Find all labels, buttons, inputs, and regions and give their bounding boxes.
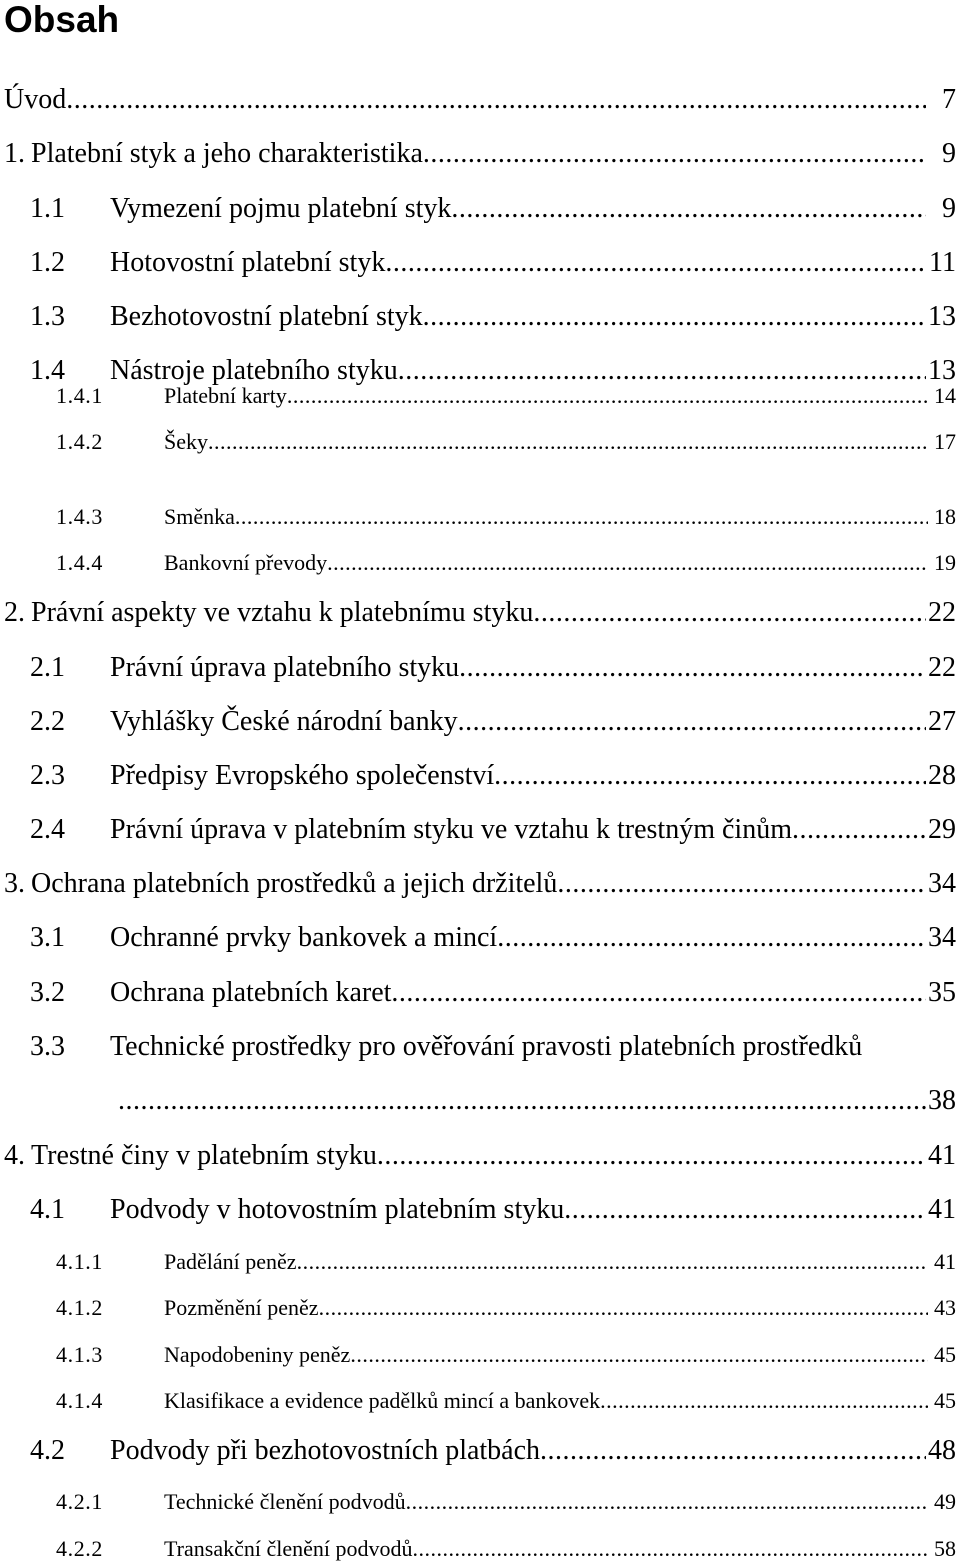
toc-entry-page: 19 [934, 550, 956, 575]
dot-leader [497, 921, 926, 955]
toc-entry-page: 49 [934, 1489, 956, 1514]
dot-leader [118, 1084, 926, 1118]
toc-entry-title: Padělání peněz [164, 1249, 297, 1274]
toc-entry-title: Ochranné prvky bankovek a mincí [110, 922, 498, 953]
dot-leader [297, 1248, 928, 1276]
toc-entry-page: 45 [934, 1388, 956, 1413]
toc-entry-number: 4. [4, 1140, 25, 1171]
toc-entry[interactable] [0, 1434, 960, 1468]
toc-entry-title: Ochrana platebních karet [110, 977, 392, 1008]
toc-entry-title: Platební styk a jeho charakteristika [31, 138, 423, 169]
toc-entry[interactable] [0, 867, 960, 901]
toc-entry-number: 1. [4, 138, 25, 169]
toc-entry-number: 4.1.4 [56, 1388, 103, 1413]
toc-entry-number: 2.1 [30, 652, 65, 683]
dot-leader [451, 192, 926, 226]
dot-leader [600, 1387, 928, 1415]
toc-entry[interactable] [0, 759, 960, 793]
toc-entry-page: 41 [928, 1140, 956, 1171]
toc-entry-number: 1.4 [30, 355, 65, 386]
toc-entry-title: Právní úprava platebního styku [110, 652, 460, 683]
toc-entry-page: 45 [934, 1342, 956, 1367]
toc-entry-title: Hotovostní platební styk [110, 247, 386, 278]
toc-entry[interactable] [0, 1193, 960, 1227]
dot-leader [327, 549, 928, 577]
dot-leader [792, 813, 926, 847]
toc-entry-number: 1.4.3 [56, 504, 103, 529]
toc-entry-title: Směnka [164, 504, 235, 529]
dot-leader [208, 428, 928, 456]
toc-entry-title: Technické prostředky pro ověřování pravosti platebních prostředků [110, 1031, 863, 1062]
toc-entry-title: Bankovní převody [164, 550, 328, 575]
toc-entry-number: 4.1 [30, 1194, 65, 1225]
toc-entry-title: Podvody při bezhotovostních platbách [110, 1435, 541, 1466]
dot-leader [385, 246, 926, 280]
toc-entry-title: Právní aspekty ve vztahu k platebnímu styku [31, 597, 534, 628]
dot-leader [423, 300, 926, 334]
toc-entry-number: 1.3 [30, 301, 65, 332]
dot-leader [66, 83, 926, 117]
toc-entry-page: 43 [934, 1295, 956, 1320]
toc-entry-number: 4.2.2 [56, 1536, 103, 1561]
page-title: Obsah [4, 0, 120, 40]
dot-leader [319, 1294, 928, 1322]
toc-entry-page: 17 [934, 429, 956, 454]
toc-entry-continuation[interactable] [0, 1084, 960, 1118]
toc-entry-page: 28 [928, 760, 956, 791]
dot-leader [533, 596, 926, 630]
toc-entry-title: Vyhlášky České národní banky [110, 706, 458, 737]
toc-entry-title: Šeky [164, 429, 208, 454]
toc-entry[interactable] [0, 813, 960, 847]
toc-entry-title: Platební karty [164, 383, 287, 408]
toc-entry-number: 1.4.4 [56, 550, 103, 575]
toc-entry[interactable] [0, 976, 960, 1010]
dot-leader [377, 1139, 926, 1173]
toc-entry-page: 22 [928, 652, 956, 683]
toc-entry-number: 2.2 [30, 706, 65, 737]
toc-entry-title: Právní úprava v platebním styku ve vztahu k trestným činům [110, 814, 792, 845]
toc-entry-title: Trestné činy v platebním styku [31, 1140, 377, 1171]
dot-leader [494, 759, 926, 793]
toc-entry-page: 9 [942, 138, 956, 169]
toc-entry-number: 2.4 [30, 814, 65, 845]
toc-entry-page: 34 [928, 922, 956, 953]
toc-entry[interactable] [0, 1139, 960, 1173]
toc-entry[interactable] [0, 1294, 960, 1322]
toc-entry-title: Předpisy Evropského společenství [110, 760, 495, 791]
toc-entry[interactable] [0, 428, 960, 456]
toc-entry-number: 4.1.2 [56, 1295, 103, 1320]
toc-entry[interactable] [0, 1387, 960, 1415]
toc-entry-page: 38 [928, 1085, 956, 1116]
toc-entry-page: 34 [928, 868, 956, 899]
dot-leader [287, 382, 928, 410]
toc-entry-number: 4.2 [30, 1435, 65, 1466]
dot-leader [391, 976, 926, 1010]
toc-entry[interactable] [0, 1248, 960, 1276]
dot-leader [458, 705, 926, 739]
toc-entry-page: 41 [934, 1249, 956, 1274]
toc-entry[interactable] [0, 705, 960, 739]
toc-entry-page: 14 [934, 383, 956, 408]
toc-entry-title: Bezhotovostní platební styk [110, 301, 423, 332]
toc-entry-number: 4.1.3 [56, 1342, 103, 1367]
toc-entry-page: 18 [934, 504, 956, 529]
toc-entry-wrapped[interactable] [0, 1030, 960, 1064]
toc-entry-number: 1.4.1 [56, 383, 103, 408]
toc-entry[interactable] [0, 1488, 960, 1516]
toc-entry-number: 3.1 [30, 922, 65, 953]
toc-entry-number: 1.4.2 [56, 429, 103, 454]
dot-leader [459, 651, 926, 685]
dot-leader [412, 1535, 928, 1563]
toc-entry-title: Klasifikace a evidence padělků mincí a bankovek [164, 1388, 601, 1413]
toc-entry-page: 11 [929, 247, 956, 278]
toc-entry-number: 3. [4, 868, 25, 899]
toc-entry-title: Podvody v hotovostním platebním styku [110, 1194, 565, 1225]
toc-entry-title: Transakční členění podvodů [164, 1536, 413, 1561]
toc-entry-page: 22 [928, 597, 956, 628]
toc-entry-number: 3.2 [30, 977, 65, 1008]
toc-entry-title: Technické členění podvodů [164, 1489, 406, 1514]
toc-entry-title: Nástroje platebního styku [110, 355, 398, 386]
toc-entry-title: Napodobeniny peněz [164, 1342, 351, 1367]
toc-entry[interactable] [0, 596, 960, 630]
dot-leader [406, 1488, 928, 1516]
toc-entry-number: 4.2.1 [56, 1489, 103, 1514]
toc-entry-page: 7 [942, 84, 956, 115]
toc-entry-page: 13 [928, 355, 956, 386]
toc-entry-page: 27 [928, 706, 956, 737]
dot-leader [564, 1193, 926, 1227]
toc-entry[interactable] [0, 921, 960, 955]
toc-entry[interactable] [0, 503, 960, 531]
toc-entry[interactable] [0, 382, 960, 410]
toc-entry[interactable] [0, 1535, 960, 1563]
toc-entry-number: 3.3 [30, 1031, 65, 1062]
toc-entry[interactable] [0, 651, 960, 685]
toc-entry[interactable] [0, 137, 960, 171]
toc-entry-title: Pozměnění peněz [164, 1295, 319, 1320]
toc-entry-page: 29 [928, 814, 956, 845]
dot-leader [557, 867, 926, 901]
toc-entry-page: 58 [934, 1536, 956, 1561]
toc-entry-page: 35 [928, 977, 956, 1008]
toc-entry[interactable] [0, 83, 960, 117]
toc-entry-title: Vymezení pojmu platební styk [110, 193, 452, 224]
toc-entry[interactable] [0, 549, 960, 577]
toc-entry-number: 4.1.1 [56, 1249, 103, 1274]
toc-entry-page: 41 [928, 1194, 956, 1225]
dot-leader [235, 503, 928, 531]
toc-entry[interactable] [0, 192, 960, 226]
toc-entry[interactable] [0, 300, 960, 334]
toc-entry-number: 2. [4, 597, 25, 628]
dot-leader [540, 1434, 926, 1468]
toc-entry-title: Ochrana platebních prostředků a jejich držitelů [31, 868, 558, 899]
dot-leader [423, 137, 926, 171]
toc-entry-number: 1.1 [30, 193, 65, 224]
toc-entry-title: Úvod [4, 84, 67, 115]
toc-entry[interactable] [0, 246, 960, 280]
toc-entry-number: 1.2 [30, 247, 65, 278]
toc-entry[interactable] [0, 1341, 960, 1369]
toc-entry-page: 48 [928, 1435, 956, 1466]
dot-leader [350, 1341, 928, 1369]
toc-entry-page: 13 [928, 301, 956, 332]
toc-entry-number: 2.3 [30, 760, 65, 791]
toc-entry-page: 9 [942, 193, 956, 224]
